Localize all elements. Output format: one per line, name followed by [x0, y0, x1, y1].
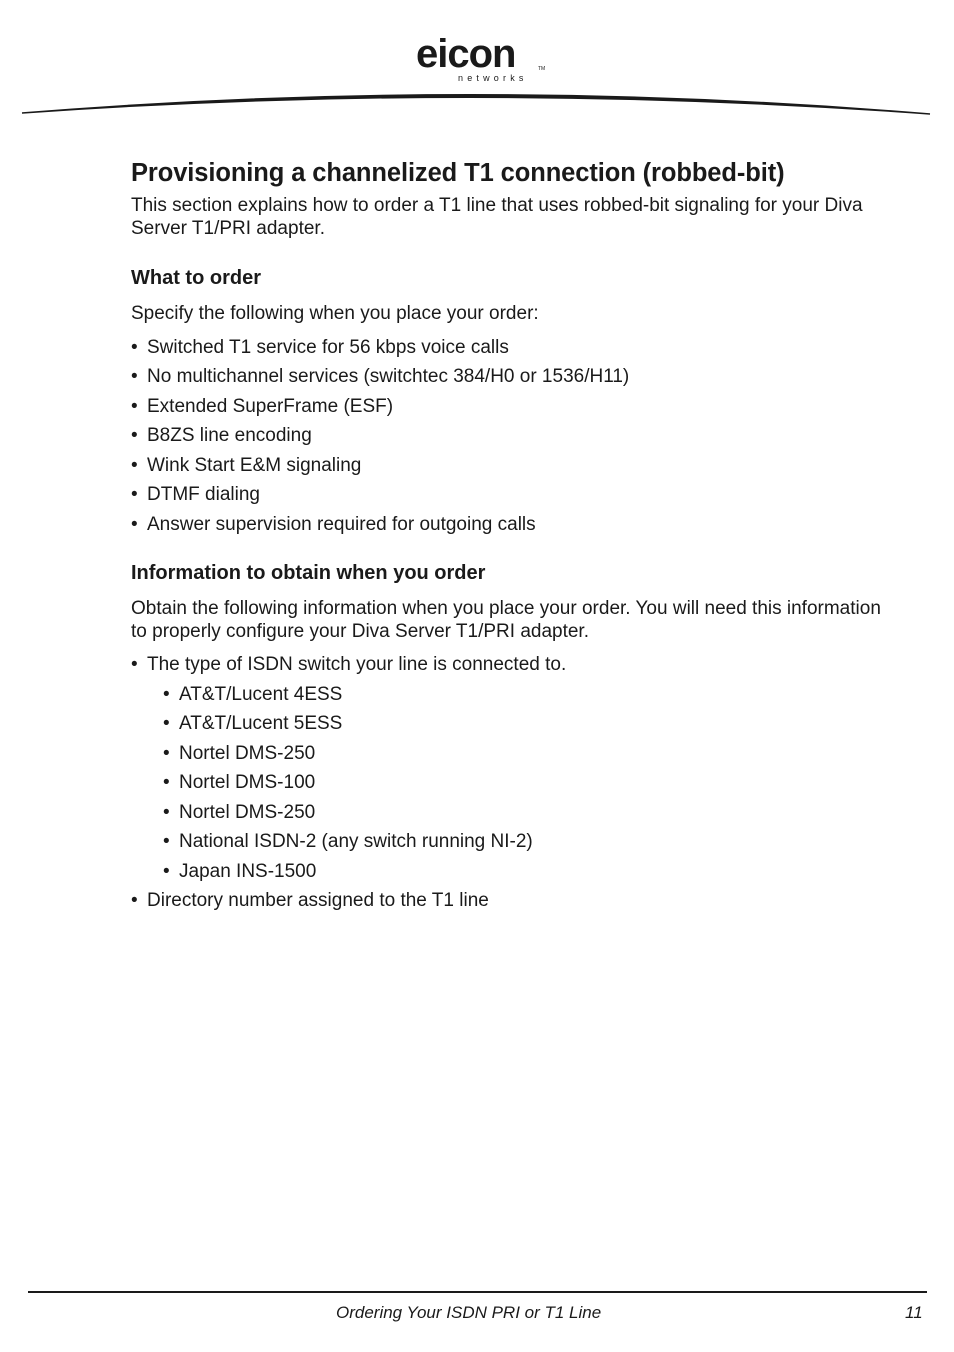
- header-curve-rule: [0, 0, 954, 130]
- intro-paragraph: This section explains how to order a T1 line that uses robbed-bit signaling for your Diva Server T1/PRI adapter.: [131, 195, 863, 239]
- section1-lead: Specify the following when you place your order:: [131, 303, 539, 324]
- logo-wordmark: eicon: [416, 32, 516, 76]
- section-heading-what-to-order: What to order: [131, 267, 261, 289]
- list-item: • Directory number assigned to the T1 line: [131, 886, 891, 916]
- list-item: • Nortel DMS-100: [163, 768, 891, 798]
- list-item: • DTMF dialing: [131, 480, 891, 510]
- list-item: • Japan INS-1500: [163, 857, 891, 887]
- information-list: [131, 650, 891, 916]
- list-item: • Extended SuperFrame (ESF): [131, 392, 891, 422]
- list-item: • Wink Start E&M signaling: [131, 451, 891, 481]
- order-list: [131, 333, 891, 540]
- list-item: • National ISDN-2 (any switch running NI-2): [163, 827, 891, 857]
- list-item: • AT&T/Lucent 5ESS: [163, 709, 891, 739]
- page-content: [131, 154, 891, 916]
- list-item-text: The type of ISDN switch your line is connected to.: [147, 654, 567, 675]
- section-heading-information: Information to obtain when you order: [131, 562, 486, 584]
- list-item: • Switched T1 service for 56 kbps voice calls: [131, 333, 891, 363]
- list-item: • Answer supervision required for outgoing calls: [131, 510, 891, 540]
- footer-title: Ordering Your ISDN PRI or T1 Line: [336, 1303, 602, 1322]
- list-item: • AT&T/Lucent 4ESS: [163, 680, 891, 710]
- switch-type-list: [163, 680, 891, 887]
- logo-subtitle: networks: [458, 73, 528, 83]
- page-number: 11: [905, 1303, 923, 1322]
- list-item: • B8ZS line encoding: [131, 421, 891, 451]
- footer-rule: [28, 1291, 927, 1293]
- list-item: • Nortel DMS-250: [163, 739, 891, 769]
- section2-lead: Obtain the following information when you place your order. You will need this information to properly configure your Diva Server T1/PRI adapter.: [131, 598, 881, 642]
- list-item: • Nortel DMS-250: [163, 798, 891, 828]
- list-item: • No multichannel services (switchtec 384/H0 or 1536/H11): [131, 362, 891, 392]
- list-item: [131, 650, 891, 886]
- page-title: Provisioning a channelized T1 connection (robbed-bit): [131, 159, 785, 187]
- logo-trademark: TM: [538, 66, 546, 72]
